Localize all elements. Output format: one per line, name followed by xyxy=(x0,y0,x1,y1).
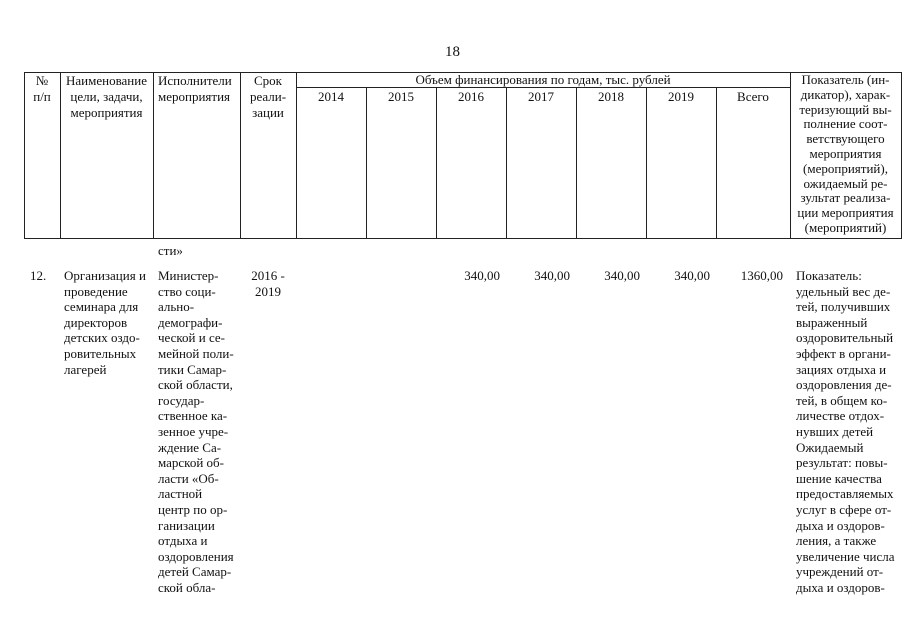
header-indicator-line: теризующий вы- xyxy=(799,101,892,117)
row-exec-line: оздоровления xyxy=(158,548,234,564)
header-year-2017: 2017 xyxy=(528,89,554,104)
header-year-2014: 2014 xyxy=(318,89,344,104)
header-indicator-line: (мероприятий), xyxy=(803,160,888,176)
header-indicator-line: мероприятия xyxy=(809,145,882,161)
row-exec-line: отдыха и xyxy=(158,533,208,549)
row-indicator-line: тей, получивших xyxy=(796,299,891,315)
header-financing-title: Объем финансирования по годам, тыс. рублей xyxy=(415,72,671,87)
row-exec-line: мейной поли- xyxy=(158,345,234,361)
row-exec-line: ждение Са- xyxy=(158,439,222,455)
value-2016: 340,00 xyxy=(464,268,500,283)
row-indicator xyxy=(796,268,900,595)
header-indicator-line: ции мероприятия xyxy=(797,205,894,221)
row-indicator-line: личестве отдох- xyxy=(796,408,885,424)
header-indicator-line: ожидаемый ре- xyxy=(803,175,888,191)
row-exec-line: государ- xyxy=(158,392,205,408)
row-indicator-line: оздоровительный xyxy=(796,330,894,346)
row-exec-line: демографи- xyxy=(158,314,223,330)
row-name-line: детских оздо- xyxy=(64,330,140,346)
row-indicator-line: ления, а также xyxy=(796,533,877,549)
value-2018: 340,00 xyxy=(604,268,640,283)
header-num-line: № xyxy=(35,73,49,88)
row-indicator-line: увеличение числа xyxy=(796,548,895,564)
row-name xyxy=(64,268,153,377)
header-executors xyxy=(158,73,240,105)
row-exec-line: ство соци- xyxy=(158,283,216,299)
row-executors xyxy=(158,268,238,595)
row-indicator-line: предоставляемых xyxy=(796,486,894,502)
row-indicator-line: услуг в сфере от- xyxy=(796,501,892,517)
header-indicator-line: Показатель (ин- xyxy=(801,72,890,87)
row-exec-line: зенное учре- xyxy=(158,423,229,439)
header-exec-line: мероприятия xyxy=(158,89,231,104)
header-exec-line: Исполнители xyxy=(158,73,232,88)
row-indicator-line: Ожидаемый xyxy=(796,439,864,455)
value-2017: 340,00 xyxy=(534,268,570,283)
header-name xyxy=(60,73,153,121)
row-exec-line: центр по ор- xyxy=(158,501,228,517)
row-indicator-line: шение качества xyxy=(796,470,882,486)
row-name-line: Организация и xyxy=(64,268,146,283)
header-year-2019: 2019 xyxy=(668,89,694,104)
row-exec-line: ганизации xyxy=(158,517,215,533)
row-name-line: ровительных xyxy=(64,345,137,361)
row-indicator-line: учреждений от- xyxy=(796,564,884,580)
header-name-line: мероприятия xyxy=(70,105,143,120)
header-term-line: Срок xyxy=(254,73,282,88)
row-exec-line: ской области, xyxy=(158,377,233,393)
header-term xyxy=(240,73,296,121)
row-indicator-line: результат: повы- xyxy=(796,455,888,471)
value-2019: 340,00 xyxy=(674,268,710,283)
row-term xyxy=(240,268,296,300)
header-indicator-line: дикатор), харак- xyxy=(800,86,891,102)
row-indicator-line: выраженный xyxy=(796,314,868,330)
row-indicator-line: тей, в общем ко- xyxy=(796,392,888,408)
row-indicator-line: оздоровления де- xyxy=(796,377,892,393)
row-indicator-line: удельный вес де- xyxy=(796,283,891,299)
header-year-2015: 2015 xyxy=(388,89,414,104)
header-indicator-line: (мероприятий) xyxy=(804,219,887,235)
row-exec-line: тики Самар- xyxy=(158,361,227,377)
row-exec-line: ской обла- xyxy=(158,579,216,595)
row-indicator-line: зациях отдыха и xyxy=(796,361,887,377)
row-name-line: проведение xyxy=(64,283,128,299)
row-exec-line: ственное ка- xyxy=(158,408,228,424)
header-indicator-line: зультат реализа- xyxy=(800,190,891,206)
row-term-line: 2016 - xyxy=(251,268,285,283)
header-num xyxy=(24,73,60,105)
header-year-2018: 2018 xyxy=(598,89,624,104)
row-term-line: 2019 xyxy=(255,284,281,299)
row-indicator-line: дыха и оздоров- xyxy=(796,517,885,533)
row-name-line: лагерей xyxy=(64,361,107,377)
page-number: 18 xyxy=(445,44,460,60)
header-num-line: п/п xyxy=(33,89,51,104)
row-exec-line: марской об- xyxy=(158,455,224,471)
row-exec-line: ческой и се- xyxy=(158,330,225,346)
row-indicator-line: Показатель: xyxy=(796,268,862,283)
row-indicator-line: нувших детей xyxy=(796,423,874,439)
header-name-line: Наименование xyxy=(66,73,147,88)
row-exec-line: детей Самар- xyxy=(158,564,232,580)
value-total: 1360,00 xyxy=(740,268,783,283)
header-indicator-line: ветствующего xyxy=(806,131,885,147)
carryover-text: сти» xyxy=(158,243,183,258)
header-term-line: реали- xyxy=(249,89,287,104)
row-exec-line: ально- xyxy=(158,299,195,315)
row-indicator-line: дыха и оздоров- xyxy=(796,579,885,595)
header-name-line: цели, задачи, xyxy=(70,89,143,104)
row-indicator-line: эффект в органи- xyxy=(796,345,891,361)
row-exec-line: ласти «Об- xyxy=(158,470,219,486)
row-exec-line: Министер- xyxy=(158,268,219,283)
row-number: 12. xyxy=(30,268,47,283)
row-name-line: семинара для xyxy=(64,299,139,315)
header-total: Всего xyxy=(737,89,769,104)
header-term-line: зации xyxy=(252,105,284,120)
row-exec-line: ластной xyxy=(158,486,203,502)
header-year-2016: 2016 xyxy=(458,89,484,104)
header-indicator-line: полнение соот- xyxy=(803,116,888,132)
header-indicator xyxy=(790,73,901,236)
row-name-line: директоров xyxy=(64,314,128,330)
